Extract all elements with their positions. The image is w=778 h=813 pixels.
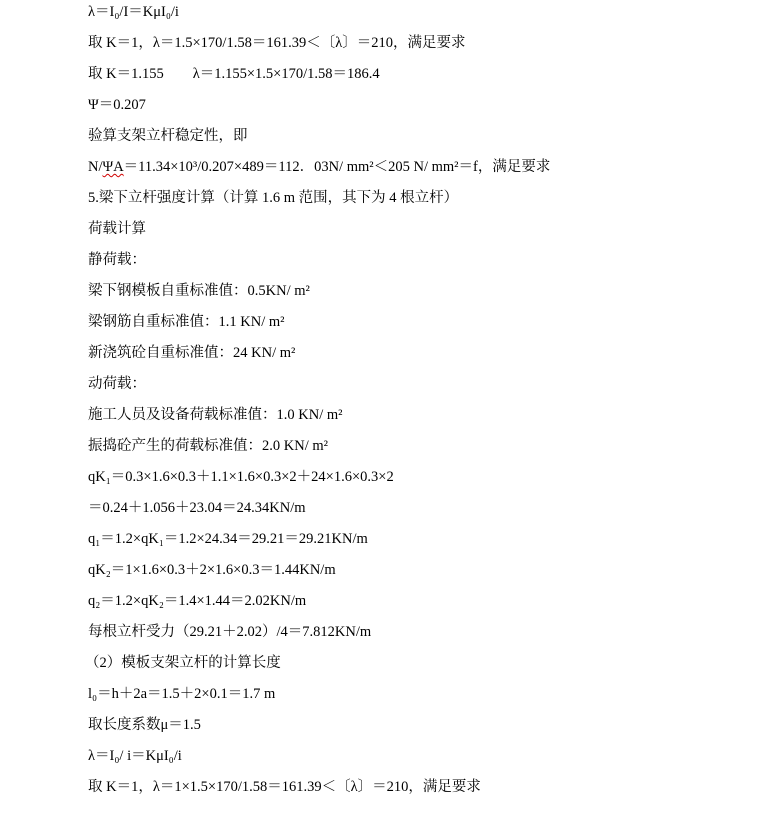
calc-k1-slenderness-2: 取 K＝1，λ＝1×1.5×170/1.58＝161.39＜〔λ〕＝210，满足要求 [88,779,481,795]
calc-force-per-pole: 每根立杆受力（29.21＋2.02）/4＝7.812KN/m [88,624,372,640]
static-load-rebar: 梁钢筋自重标准值：1.1 KN/ m² [88,314,285,330]
calc-qk2: qK₂＝1×1.6×0.3＋2×1.6×0.3＝1.44KN/m [88,562,336,578]
subheading-dynamic-load: 动荷载： [88,376,146,392]
length-coefficient: 取长度系数μ＝1.5 [88,717,201,733]
static-load-concrete: 新浇筑砼自重标准值：24 KN/ m² [88,345,296,361]
subheading-load-calc: 荷载计算 [88,221,146,237]
stability-check-heading: 验算支架立杆稳定性，即 [88,128,248,144]
dynamic-load-vibration: 振捣砼产生的荷载标准值：2.0 KN/ m² [88,438,328,454]
formula-slenderness-ratio: λ＝I₀/I＝KμI₀/i [88,4,179,20]
calc-k1-slenderness: 取 K＝1，λ＝1.5×170/1.58＝161.39＜〔λ〕＝210，满足要求 [88,35,466,51]
spellcheck-underlined-term: ΨA [102,159,124,175]
calc-l0: l₀＝h＋2a＝1.5＋2×0.1＝1.7 m [88,686,276,702]
calc-qk1-expression: qK₁＝0.3×1.6×0.3＋1.1×1.6×0.3×2＋24×1.6×0.3×2 [88,469,394,485]
stability-check-formula [88,158,550,176]
formula-slenderness-ratio-2: λ＝I₀/ i＝KμI₀/i [88,748,182,764]
formula-prefix: N/ [88,159,103,175]
calc-q2: q₂＝1.2×qK₂＝1.4×1.44＝2.02KN/m [88,593,307,609]
static-load-formwork: 梁下钢模板自重标准值：0.5KN/ m² [88,283,310,299]
stability-coefficient: Ψ＝0.207 [88,97,146,113]
formula-suffix: ＝11.34×10³/0.207×489＝112．03N/ mm²＜205 N/ mm²＝f，满足要求 [123,159,551,175]
section-heading-strength-calc: 5.梁下立杆强度计算（计算 1.6 m 范围，其下为 4 根立杆） [88,190,459,206]
subheading-static-load: 静荷载： [88,252,146,268]
subheading-calc-length: （2）模板支架立杆的计算长度 [85,655,281,671]
dynamic-load-workers: 施工人员及设备荷载标准值：1.0 KN/ m² [88,407,343,423]
calc-q1: q₁＝1.2×qK₁＝1.2×24.34＝29.21＝29.21KN/m [88,531,368,547]
calc-k1155-slenderness: 取 K＝1.155 λ＝1.155×1.5×170/1.58＝186.4 [88,66,380,82]
calc-qk1-result: ＝0.24＋1.056＋23.04＝24.34KN/m [88,500,306,516]
